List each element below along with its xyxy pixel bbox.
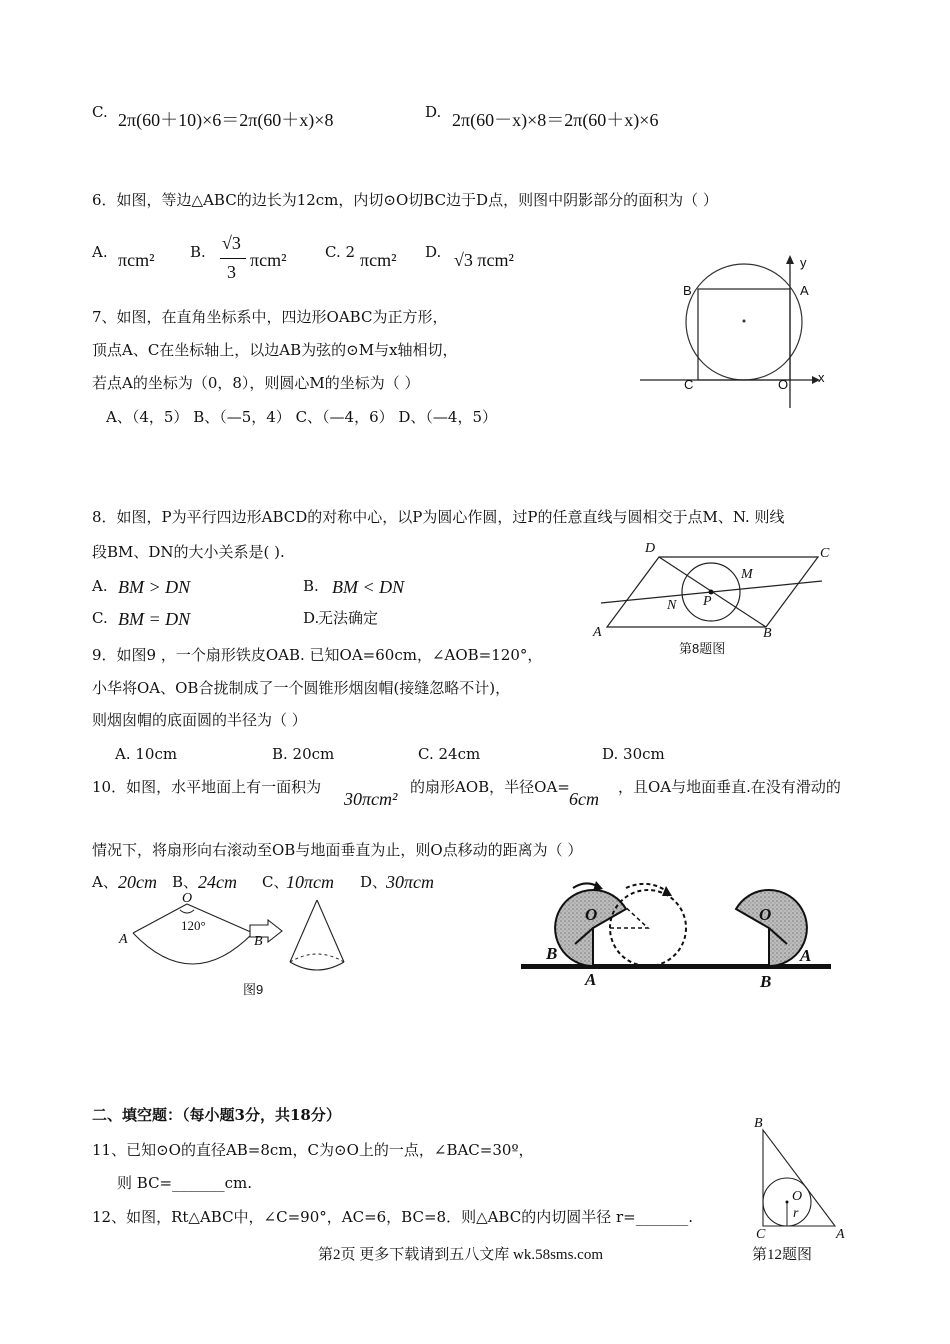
q10-label-a-start: A: [585, 970, 597, 989]
q7-label-a: A: [800, 283, 809, 298]
q7-label-y: y: [800, 255, 807, 270]
q8-caption: 第8题图: [679, 641, 726, 656]
q11-line-1: 11、已知⊙O的直径AB=8cm，C为⊙O上的一点，∠BAC=30º，: [92, 1141, 534, 1159]
q12-triangle: [763, 1130, 835, 1226]
q12-label-a: A: [836, 1227, 845, 1242]
q8-label-a: A: [593, 625, 602, 640]
q9-option-d: D. 30cm: [602, 745, 665, 763]
q10-stem-b: 的扇形AOB，半径OA=: [410, 778, 570, 796]
q9-label-a: A: [119, 932, 128, 947]
q9-line-3: 则烟囱帽的底面圆的半径为（ ）: [92, 711, 307, 729]
q8-line-2: 段BM、DN的大小关系是( ).: [92, 543, 285, 561]
q7-options: A、（4，5） B、（—5，4） C、（—4，6） D、（—4，5）: [106, 408, 498, 426]
q7-line-3: 若点A的坐标为（0，8），则圆心M的坐标为（ ）: [92, 374, 420, 392]
q6-c-value: πcm²: [360, 250, 397, 270]
section-2-title: 二、填空题：（每小题3分，共18分）: [92, 1106, 341, 1124]
q10-d-value: 30πcm: [386, 872, 435, 892]
q5-d-expression: 2π(60－x)×8＝2π(60＋x)×6: [452, 110, 659, 130]
q10-line-2: 情况下，将扇形向右滚动至OB与地面垂直为止，则O点移动的距离为（ ）: [92, 841, 583, 859]
q10-d-label: D、: [360, 873, 388, 891]
q6-b-denominator: 3: [227, 262, 236, 282]
q7-label-x: x: [818, 370, 825, 385]
q5-c-expression: 2π(60＋10)×6＝2π(60＋x)×8: [118, 110, 334, 130]
q11-line-2: 则 BC=_______cm.: [117, 1174, 253, 1192]
q12-caption: 第12题图: [752, 1247, 813, 1263]
q6-b-unit: πcm²: [250, 250, 287, 270]
q8-label-p: P: [703, 594, 712, 609]
q6-a-label: A.: [92, 243, 108, 261]
q10-label-b-start: B: [546, 944, 558, 963]
q9-line-2: 小华将OA、OB合拢制成了一个圆锥形烟囱帽(接缝忽略不计)，: [92, 679, 511, 697]
q10-label-o-start: O: [585, 905, 598, 924]
q9-option-c: C. 24cm: [418, 745, 481, 763]
q12-label-r: r: [793, 1206, 799, 1221]
q6-d-value: √3 πcm²: [454, 250, 514, 270]
q8-c-value: BM = DN: [118, 609, 191, 629]
q6-b-numerator: √3: [222, 233, 241, 253]
q6-stem: 6．如图，等边△ABC的边长为12cm，内切⊙O切BC边于D点，则图中阴影部分的面积为（ ）: [92, 191, 718, 209]
q10-c-value: 10πcm: [286, 872, 335, 892]
page-footer: 第2页 更多下载请到五八文库 wk.58sms.com: [318, 1247, 604, 1263]
q12-label-c: C: [756, 1227, 766, 1242]
q12-stem: 12、如图，Rt△ABC中，∠C=90°，AC=6，BC=8．则△ABC的内切圆半径 r=_______.: [92, 1208, 693, 1226]
q7-line-1: 7、如图，在直角坐标系中，四边形OABC为正方形，: [92, 308, 448, 326]
q8-a-label: A.: [92, 577, 108, 595]
q5-d-label: D.: [425, 103, 442, 121]
q10-c-label: C、: [262, 873, 289, 891]
q12-center: [786, 1201, 789, 1204]
q9-caption: 图9: [243, 982, 264, 997]
q10-stem-a: 10．如图，水平地面上有一面积为: [92, 778, 322, 796]
q10-label-b-end: B: [760, 972, 772, 991]
q9-label-b: B: [254, 934, 263, 949]
q6-c-label: C. 2: [325, 243, 356, 261]
q8-b-value: BM < DN: [332, 577, 405, 597]
q10-radius: 6cm: [569, 789, 599, 809]
q8-d-label: D.: [303, 609, 320, 627]
q7-line-2: 顶点A、C在坐标轴上，以边AB为弦的⊙M与x轴相切，: [92, 341, 458, 359]
q6-d-label: D.: [425, 243, 442, 261]
q5-c-label: C.: [92, 103, 108, 121]
q9-angle-label: 120°: [181, 918, 206, 933]
q12-label-o: O: [792, 1189, 803, 1204]
q8-label-n: N: [667, 598, 677, 613]
q10-a-value: 20cm: [118, 872, 157, 892]
q8-c-label: C.: [92, 609, 108, 627]
q8-label-b: B: [763, 626, 772, 641]
q10-b-value: 24cm: [198, 872, 237, 892]
q7-label-c: C: [684, 377, 694, 392]
q10-a-label: A、: [92, 873, 118, 891]
q6-b-label: B.: [190, 243, 206, 261]
q9-option-b: B. 20cm: [272, 745, 335, 763]
q9-option-a: A. 10cm: [115, 745, 178, 763]
q12-label-b: B: [754, 1116, 763, 1131]
q9-label-o: O: [182, 891, 193, 906]
q8-label-d: D: [645, 541, 656, 556]
q7-label-b: B: [683, 283, 692, 298]
q8-line-1: 8．如图，P为平行四边形ABCD的对称中心，以P为圆心作圆，过P的任意直线与圆相交于点M、N. 则线: [92, 508, 785, 526]
q10-label-a-end: A: [800, 946, 812, 965]
q8-d-value: 无法确定: [318, 609, 379, 627]
q10-b-label: B、: [172, 873, 199, 891]
q8-a-value: BM > DN: [118, 577, 191, 597]
q6-a-value: πcm²: [118, 250, 155, 270]
q8-label-m: M: [741, 567, 753, 582]
q9-line-1: 9．如图9 ，一个扇形铁皮OAB. 已知OA=60cm，∠AOB=120°，: [92, 646, 543, 664]
q10-stem-c: ，且OA与地面垂直.在没有滑动的: [618, 778, 841, 796]
q10-label-o-end: O: [759, 905, 772, 924]
q7-label-o: O: [778, 377, 789, 392]
q10-area: 30πcm²: [344, 789, 398, 809]
q8-b-label: B.: [303, 577, 319, 595]
q8-label-c: C: [820, 546, 830, 561]
